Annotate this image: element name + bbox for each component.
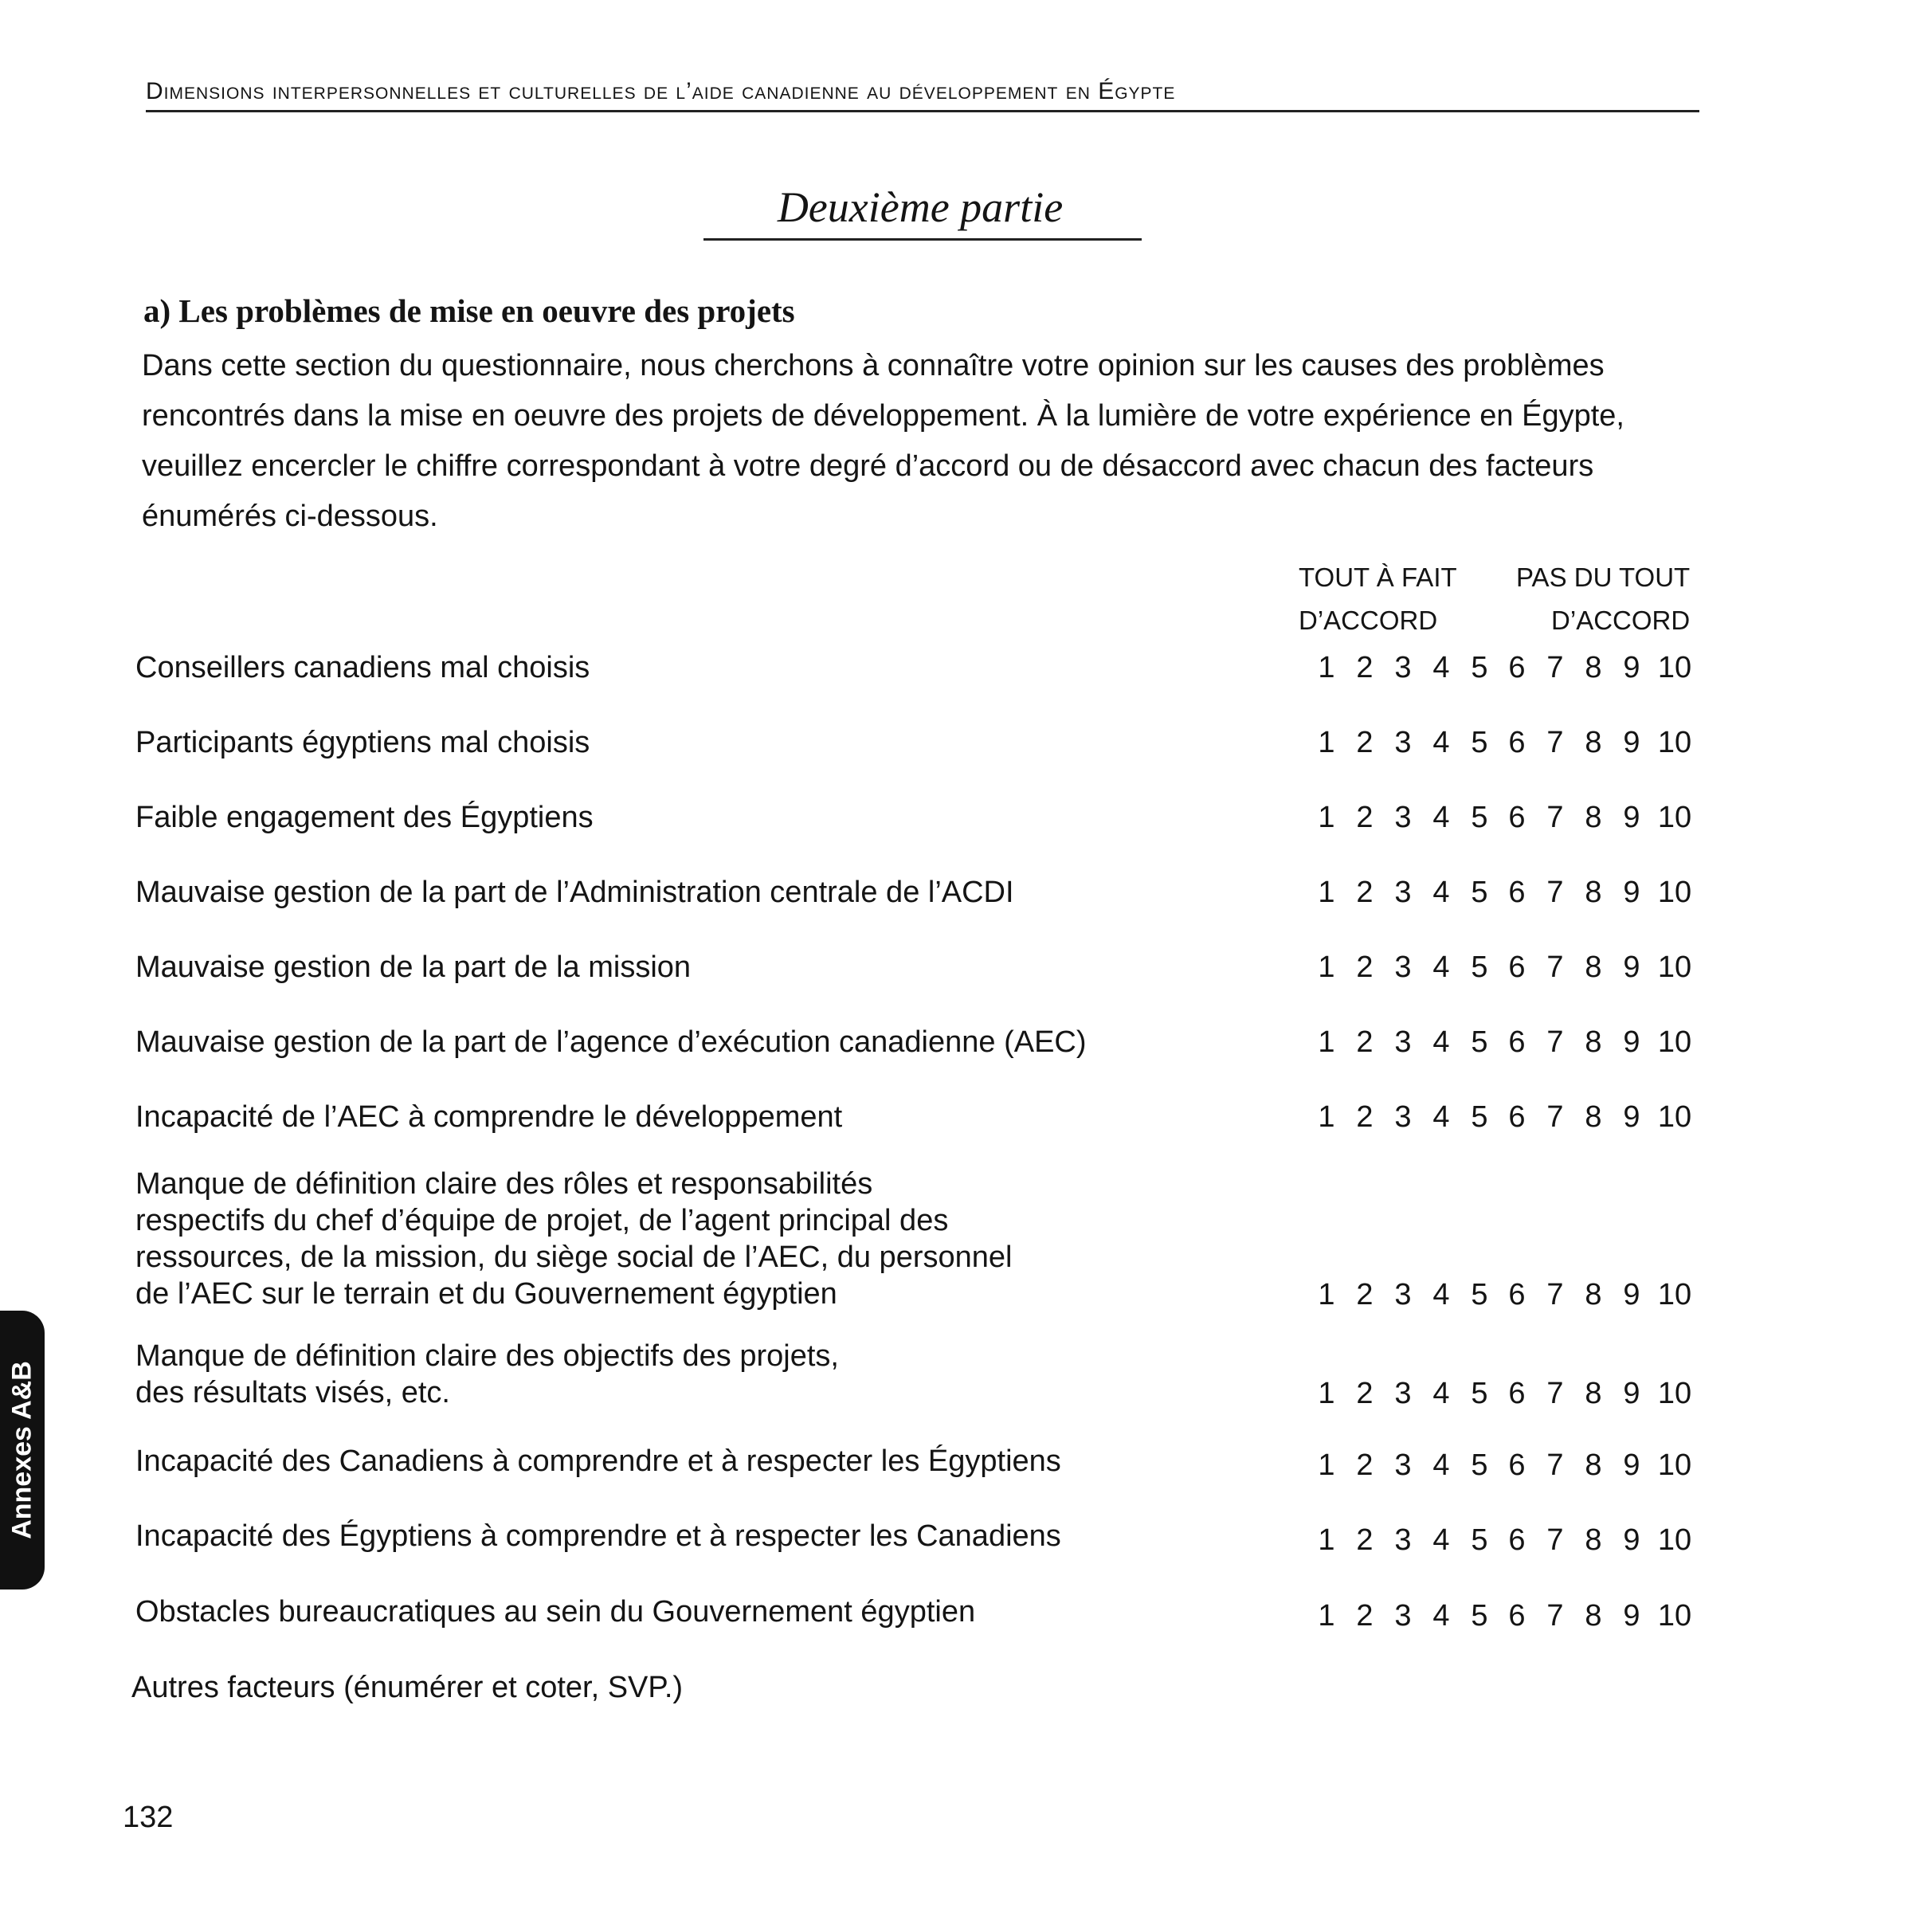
rating-option[interactable]: 5 <box>1471 1377 1488 1410</box>
scale-head-disagree-line1: PAS DU TOUT <box>1516 563 1691 592</box>
rating-option[interactable]: 3 <box>1394 801 1412 834</box>
rating-option[interactable]: 6 <box>1508 801 1526 834</box>
rating-option[interactable]: 6 <box>1508 1100 1526 1134</box>
rating-option[interactable]: 4 <box>1432 801 1450 834</box>
rating-scale <box>1307 1375 1705 1412</box>
factor-label <box>135 1443 1291 1480</box>
rating-option[interactable]: 3 <box>1394 951 1412 984</box>
rating-option[interactable]: 8 <box>1585 1599 1602 1633</box>
factor-label-line: Incapacité des Égyptiens à comprendre et à respecter les Canadiens <box>135 1519 1061 1553</box>
section-heading: a) Les problèmes de mise en oeuvre des projets <box>143 292 795 329</box>
rating-option[interactable]: 3 <box>1394 651 1412 684</box>
factor-label <box>135 1338 1291 1411</box>
factor-label-line: Incapacité de l’AEC à comprendre le développement <box>135 1100 843 1134</box>
rating-option[interactable]: 1 <box>1318 876 1335 909</box>
rating-option[interactable]: 3 <box>1394 726 1412 759</box>
other-factors-prompt: Autres facteurs (énumérer et coter, SVP.) <box>131 1671 684 1704</box>
rating-option[interactable]: 7 <box>1546 1448 1564 1482</box>
rating-option[interactable]: 10 <box>1657 1025 1692 1059</box>
rating-option[interactable]: 9 <box>1623 1599 1640 1633</box>
side-tab-label: Annexes A&B <box>6 1361 37 1539</box>
rating-option[interactable]: 6 <box>1508 1377 1526 1410</box>
rating-option[interactable]: 9 <box>1623 951 1640 984</box>
rating-option[interactable]: 8 <box>1585 1025 1602 1059</box>
rating-scale <box>1307 1024 1705 1060</box>
rating-option[interactable]: 9 <box>1623 801 1640 834</box>
rating-scale <box>1307 799 1705 836</box>
factor-label <box>135 1518 1291 1554</box>
rating-option[interactable]: 8 <box>1585 1448 1602 1482</box>
page-number: 132 <box>123 1801 174 1834</box>
rating-option[interactable]: 1 <box>1318 801 1335 834</box>
rating-option[interactable]: 8 <box>1585 1523 1602 1557</box>
rating-option[interactable]: 10 <box>1657 801 1692 834</box>
factor-label <box>135 1593 1291 1630</box>
rating-option[interactable]: 3 <box>1394 1377 1412 1410</box>
rating-option[interactable]: 5 <box>1471 1448 1488 1482</box>
rating-scale <box>1307 1597 1705 1634</box>
running-header: Dimensions interpersonnelles et culturelles de l’aide canadienne au développement en Égypte <box>146 78 1699 112</box>
rating-option[interactable]: 4 <box>1432 1278 1450 1311</box>
rating-option[interactable]: 5 <box>1471 726 1488 759</box>
rating-option[interactable]: 5 <box>1471 951 1488 984</box>
rating-option[interactable]: 7 <box>1546 1278 1564 1311</box>
rating-option[interactable]: 10 <box>1657 651 1692 684</box>
factor-label-line: ressources, de la mission, du siège social de l’AEC, du personnel <box>135 1241 1013 1274</box>
rating-option[interactable]: 2 <box>1356 1448 1374 1482</box>
factor-label-line: Manque de définition claire des rôles et responsabilités <box>135 1167 873 1201</box>
factor-label-line: Mauvaise gestion de la part de la mission <box>135 951 692 984</box>
rating-option[interactable]: 9 <box>1623 1377 1640 1410</box>
scale-head-agree-line1: TOUT À FAIT <box>1299 563 1457 592</box>
factor-label <box>135 649 1291 686</box>
scale-head-disagree <box>1516 556 1690 642</box>
rating-option[interactable]: 2 <box>1356 876 1374 909</box>
rating-scale <box>1307 874 1705 911</box>
factor-label-line: Mauvaise gestion de la part de l’Administration centrale de l’ACDI <box>135 876 1014 909</box>
rating-scale <box>1307 1276 1705 1313</box>
rating-option[interactable]: 2 <box>1356 651 1374 684</box>
rating-option[interactable]: 3 <box>1394 1100 1412 1134</box>
rating-option[interactable]: 1 <box>1318 1377 1335 1410</box>
rating-option[interactable]: 7 <box>1546 1599 1564 1633</box>
factor-label <box>135 799 1291 836</box>
rating-option[interactable]: 6 <box>1508 876 1526 909</box>
rating-option[interactable]: 2 <box>1356 1599 1374 1633</box>
rating-option[interactable]: 7 <box>1546 726 1564 759</box>
factor-label <box>135 1024 1291 1060</box>
rating-option[interactable]: 2 <box>1356 1278 1374 1311</box>
factor-label-line: Obstacles bureaucratiques au sein du Gouvernement égyptien <box>135 1595 976 1629</box>
scale-head-agree <box>1299 556 1457 642</box>
rating-option[interactable]: 7 <box>1546 1025 1564 1059</box>
rating-option[interactable]: 3 <box>1394 1599 1412 1633</box>
rating-option[interactable]: 2 <box>1356 801 1374 834</box>
rating-option[interactable]: 10 <box>1657 1523 1692 1557</box>
rating-option[interactable]: 9 <box>1623 651 1640 684</box>
factor-label-line: Mauvaise gestion de la part de l’agence d’exécution canadienne (AEC) <box>135 1025 1087 1059</box>
factor-label-line: Participants égyptiens mal choisis <box>135 726 590 759</box>
rating-option[interactable]: 10 <box>1657 1448 1692 1482</box>
rating-option[interactable]: 6 <box>1508 1599 1526 1633</box>
factor-label-line: respectifs du chef d’équipe de projet, de l’agent principal des <box>135 1204 949 1237</box>
scale-head-disagree-line2: D’ACCORD <box>1551 606 1691 635</box>
rating-option[interactable]: 5 <box>1471 801 1488 834</box>
rating-scale <box>1307 649 1705 686</box>
rating-option[interactable]: 4 <box>1432 1100 1450 1134</box>
rating-option[interactable]: 3 <box>1394 1278 1412 1311</box>
rating-option[interactable]: 7 <box>1546 801 1564 834</box>
rating-option[interactable]: 5 <box>1471 1523 1488 1557</box>
rating-option[interactable]: 10 <box>1657 1278 1692 1311</box>
rating-scale <box>1307 1099 1705 1135</box>
rating-option[interactable]: 1 <box>1318 1278 1335 1311</box>
factor-label-line: des résultats visés, etc. <box>135 1376 450 1409</box>
rating-option[interactable]: 9 <box>1623 1448 1640 1482</box>
rating-option[interactable]: 2 <box>1356 1100 1374 1134</box>
rating-option[interactable]: 1 <box>1318 951 1335 984</box>
rating-option[interactable]: 4 <box>1432 651 1450 684</box>
rating-option[interactable]: 10 <box>1657 1377 1692 1410</box>
rating-option[interactable]: 1 <box>1318 726 1335 759</box>
rating-option[interactable]: 1 <box>1318 651 1335 684</box>
rating-option[interactable]: 8 <box>1585 726 1602 759</box>
rating-option[interactable]: 5 <box>1471 876 1488 909</box>
rating-option[interactable]: 9 <box>1623 876 1640 909</box>
scale-head-agree-line2: D’ACCORD <box>1299 606 1438 635</box>
rating-option[interactable]: 10 <box>1657 1599 1692 1633</box>
rating-option[interactable]: 7 <box>1546 1523 1564 1557</box>
rating-option[interactable]: 4 <box>1432 1523 1450 1557</box>
rating-option[interactable]: 1 <box>1318 1523 1335 1557</box>
rating-option[interactable]: 9 <box>1623 1278 1640 1311</box>
rating-option[interactable]: 7 <box>1546 951 1564 984</box>
rating-option[interactable]: 4 <box>1432 1377 1450 1410</box>
rating-option[interactable]: 9 <box>1623 726 1640 759</box>
rating-option[interactable]: 2 <box>1356 1377 1374 1410</box>
rating-option[interactable]: 3 <box>1394 876 1412 909</box>
section-intro: Dans cette section du questionnaire, nous cherchons à connaître votre opinion sur les causes des problèmes rencontrés dans la mise en oeuvre des projets de développement. À la lumière de votre expérience en Égypte, veuillez encercler le chiffre correspondant à votre degré d’accord ou de désaccord avec chacun des facteurs énumérés ci-dessous. <box>142 349 1624 533</box>
rating-option[interactable]: 5 <box>1471 1599 1488 1633</box>
rating-option[interactable]: 4 <box>1432 1599 1450 1633</box>
rating-option[interactable]: 8 <box>1585 651 1602 684</box>
rating-option[interactable]: 8 <box>1585 951 1602 984</box>
factor-label-line: Conseillers canadiens mal choisis <box>135 651 590 684</box>
rating-option[interactable]: 10 <box>1657 951 1692 984</box>
rating-option[interactable]: 7 <box>1546 876 1564 909</box>
rating-option[interactable]: 7 <box>1546 1377 1564 1410</box>
rating-option[interactable]: 5 <box>1471 1025 1488 1059</box>
rating-option[interactable]: 7 <box>1546 1100 1564 1134</box>
factor-label <box>135 874 1291 911</box>
rating-option[interactable]: 4 <box>1432 1025 1450 1059</box>
rating-option[interactable]: 4 <box>1432 876 1450 909</box>
rating-option[interactable]: 1 <box>1318 1100 1335 1134</box>
factor-label <box>135 1099 1291 1135</box>
rating-option[interactable]: 8 <box>1585 1100 1602 1134</box>
rating-scale <box>1307 724 1705 761</box>
rating-option[interactable]: 2 <box>1356 1523 1374 1557</box>
page-title: Deuxième partie <box>777 183 1064 231</box>
rating-option[interactable]: 9 <box>1623 1100 1640 1134</box>
rating-option[interactable]: 1 <box>1318 1025 1335 1059</box>
factor-label <box>135 724 1291 761</box>
rating-option[interactable]: 6 <box>1508 951 1526 984</box>
rating-option[interactable]: 6 <box>1508 651 1526 684</box>
rating-option[interactable]: 8 <box>1585 1377 1602 1410</box>
rating-option[interactable]: 6 <box>1508 726 1526 759</box>
rating-option[interactable]: 2 <box>1356 951 1374 984</box>
factor-label <box>135 1166 1291 1312</box>
rating-option[interactable]: 3 <box>1394 1448 1412 1482</box>
factor-label <box>135 949 1291 986</box>
rating-scale <box>1307 1447 1705 1484</box>
rating-option[interactable]: 3 <box>1394 1523 1412 1557</box>
rating-scale <box>1307 949 1705 986</box>
rating-option[interactable]: 8 <box>1585 1278 1602 1311</box>
rating-scale <box>1307 1522 1705 1558</box>
rating-option[interactable]: 2 <box>1356 726 1374 759</box>
rating-option[interactable]: 4 <box>1432 726 1450 759</box>
rating-option[interactable]: 5 <box>1471 1278 1488 1311</box>
rating-option[interactable]: 6 <box>1508 1025 1526 1059</box>
rating-option[interactable]: 9 <box>1623 1523 1640 1557</box>
title-underline <box>703 238 1142 241</box>
factor-label-line: Faible engagement des Égyptiens <box>135 801 594 834</box>
rating-option[interactable]: 2 <box>1356 1025 1374 1059</box>
rating-option[interactable]: 8 <box>1585 801 1602 834</box>
rating-option[interactable]: 10 <box>1657 1100 1692 1134</box>
rating-option[interactable]: 6 <box>1508 1278 1526 1311</box>
rating-option[interactable]: 10 <box>1657 726 1692 759</box>
rating-option[interactable]: 9 <box>1623 1025 1640 1059</box>
rating-option[interactable]: 1 <box>1318 1599 1335 1633</box>
rating-option[interactable]: 5 <box>1471 651 1488 684</box>
rating-option[interactable]: 10 <box>1657 876 1692 909</box>
rating-option[interactable]: 6 <box>1508 1523 1526 1557</box>
rating-option[interactable]: 1 <box>1318 1448 1335 1482</box>
rating-option[interactable]: 4 <box>1432 951 1450 984</box>
rating-option[interactable]: 4 <box>1432 1448 1450 1482</box>
rating-option[interactable]: 3 <box>1394 1025 1412 1059</box>
rating-option[interactable]: 6 <box>1508 1448 1526 1482</box>
rating-option[interactable]: 7 <box>1546 651 1564 684</box>
rating-option[interactable]: 5 <box>1471 1100 1488 1134</box>
factor-label-line: de l’AEC sur le terrain et du Gouvernement égyptien <box>135 1277 837 1311</box>
rating-option[interactable]: 8 <box>1585 876 1602 909</box>
factor-label-line: Incapacité des Canadiens à comprendre et à respecter les Égyptiens <box>135 1444 1061 1478</box>
factor-label-line: Manque de définition claire des objectifs des projets, <box>135 1339 839 1373</box>
